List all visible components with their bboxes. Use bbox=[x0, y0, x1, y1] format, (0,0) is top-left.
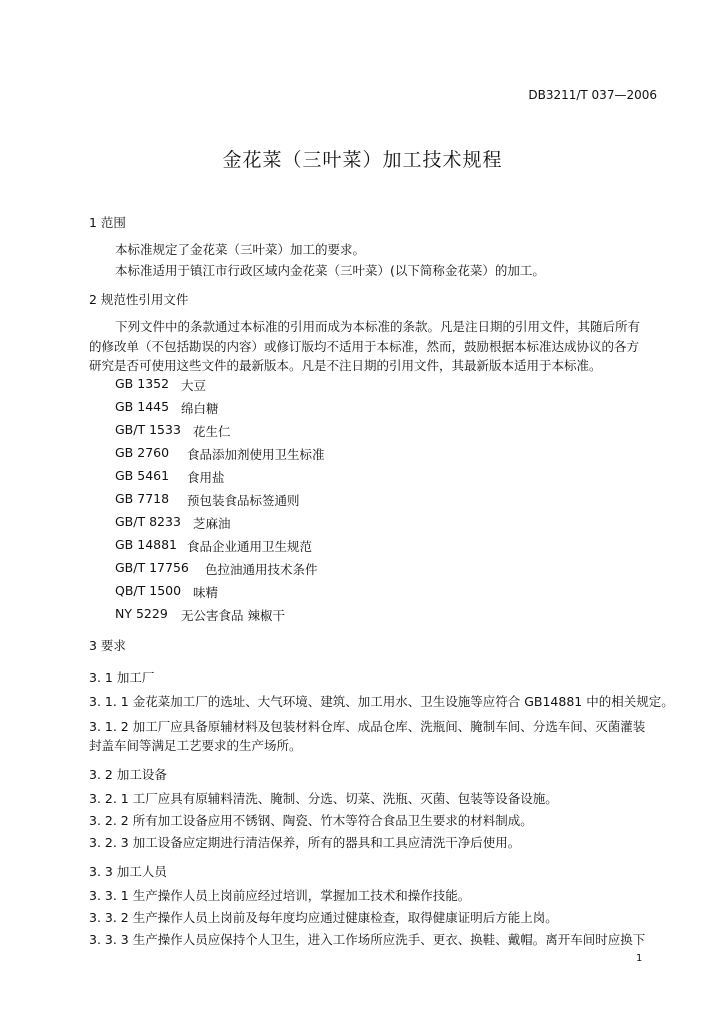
standard-number: DB3211/T 037—2006 bbox=[528, 88, 657, 102]
reference-name: 预包装食品标签通则 bbox=[187, 493, 300, 508]
section-2-intro-line: 研究是否可使用这些文件的最新版本。凡是不注日期的引用文件，其最新版本适用于本标准。 bbox=[89, 358, 602, 373]
section-3-1-heading: 3. 1 加工厂 bbox=[89, 670, 155, 685]
section-2-intro-line: 下列文件中的条款通过本标准的引用而成为本标准的条款。凡是注日期的引用文件，其随后所有 bbox=[115, 319, 641, 334]
reference-name: 大豆 bbox=[181, 378, 207, 393]
reference-code: NY 5229 bbox=[115, 606, 168, 621]
reference-code: GB 5461 bbox=[115, 468, 170, 483]
reference-name: 花生仁 bbox=[193, 424, 231, 439]
reference-name: 食品添加剂使用卫生标准 bbox=[187, 447, 325, 462]
clause-3-1-2: 3. 1. 2 加工厂应具备原辅材料及包装材料仓库、成品仓库、洗瓶间、腌制车间、分选车间、灭菌灌装 bbox=[89, 719, 646, 734]
document-title: 金花菜（三叶菜）加工技术规程 bbox=[222, 149, 503, 171]
section-3-heading: 3 要求 bbox=[89, 638, 126, 653]
clause-3-3-1: 3. 3. 1 生产操作人员上岗前应经过培训，掌握加工技术和操作技能。 bbox=[89, 888, 471, 903]
section-3-3-heading: 3. 3 加工人员 bbox=[89, 864, 167, 879]
section-1-paragraph-2: 本标准适用于镇江市行政区域内金花菜（三叶菜）(以下简称金花菜）的加工。 bbox=[115, 263, 545, 278]
clause-3-3-2: 3. 3. 2 生产操作人员上岗前及每年度均应通过健康检查，取得健康证明后方能上岗。 bbox=[89, 910, 558, 925]
reference-code: GB 1445 bbox=[115, 399, 170, 414]
reference-name: 食品企业通用卫生规范 bbox=[187, 539, 313, 554]
clause-3-3-3: 3. 3. 3 生产操作人员应保持个人卫生，进入工作场所应洗手、更衣、换鞋、戴帽。离开车间时应换下 bbox=[89, 932, 646, 947]
clause-3-1-1: 3. 1. 1 金花菜加工厂的选址、大气环境、建筑、加工用水、卫生设施等应符合 GB14881 中的相关规定。 bbox=[89, 694, 674, 709]
reference-code: GB/T 8233 bbox=[115, 514, 181, 529]
section-2-heading: 2 规范性引用文件 bbox=[89, 292, 189, 307]
clause-3-2-1: 3. 2. 1 工厂应具有原辅料清洗、腌制、分选、切菜、洗瓶、灭菌、包装等设备设施。 bbox=[89, 791, 558, 806]
clause-3-1-2-continued: 封盖车间等满足工艺要求的生产场所。 bbox=[89, 738, 302, 753]
section-1-heading: 1 范围 bbox=[89, 215, 126, 230]
reference-code: GB/T 17756 bbox=[115, 560, 189, 575]
clause-3-2-3: 3. 2. 3 加工设备应定期进行清洁保养，所有的器具和工具应清洗干净后使用。 bbox=[89, 835, 521, 850]
section-1-paragraph-1: 本标准规定了金花菜（三叶菜）加工的要求。 bbox=[115, 242, 366, 257]
reference-name: 无公害食品 辣椒干 bbox=[181, 608, 285, 623]
reference-code: GB 7718 bbox=[115, 491, 170, 506]
section-3-2-heading: 3. 2 加工设备 bbox=[89, 767, 167, 782]
clause-3-2-2: 3. 2. 2 所有加工设备应用不锈钢、陶瓷、竹木等符合食品卫生要求的材料制成。 bbox=[89, 813, 533, 828]
reference-code: GB 2760 bbox=[115, 445, 170, 460]
reference-code: GB 1352 bbox=[115, 376, 170, 391]
reference-name: 色拉油通用技术条件 bbox=[205, 562, 318, 577]
reference-code: GB 14881 bbox=[115, 537, 177, 552]
reference-name: 绵白糖 bbox=[181, 401, 219, 416]
reference-code: GB/T 1533 bbox=[115, 422, 181, 437]
reference-name: 味精 bbox=[193, 585, 219, 600]
reference-name: 食用盐 bbox=[187, 470, 225, 485]
reference-name: 芝麻油 bbox=[193, 516, 231, 531]
section-2-intro-line: 的修改单（不包括勘误的内容）或修订版均不适用于本标准，然而，鼓励根据本标准达成协议的各方 bbox=[89, 339, 640, 354]
reference-code: QB/T 1500 bbox=[115, 583, 182, 598]
page-number: 1 bbox=[636, 953, 643, 964]
